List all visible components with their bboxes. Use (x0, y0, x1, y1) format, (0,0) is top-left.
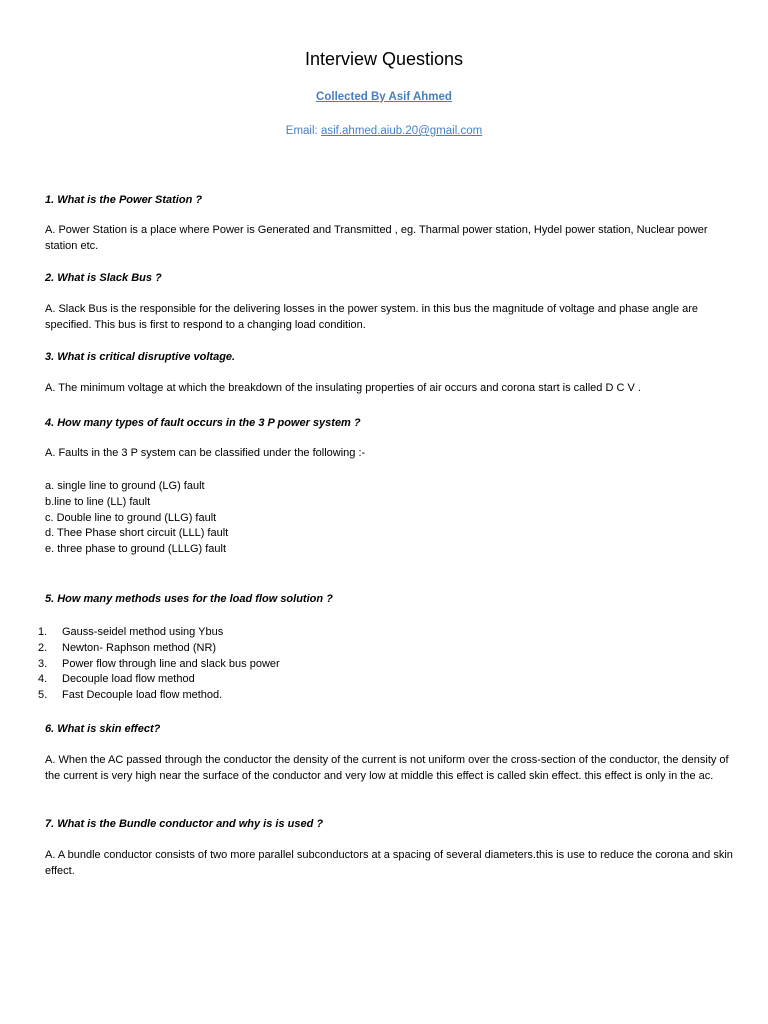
fault-item-e: e. three phase to ground (LLLG) fault (45, 543, 227, 555)
email-label: Email: (285, 125, 321, 137)
question-7: 7. What is the Bundle conductor and why is is used ? (45, 818, 324, 830)
method-number-1: 1. (38, 626, 48, 638)
method-item-3: Power flow through line and slack bus power (62, 658, 280, 670)
answer-6: A. When the AC passed through the conductor the density of the current is not uniform over the cross-section of the conductor, the density of the current is very high near the surface of the conductor and very low at middle this effect is called skin effect. this effect is only in the ac. (45, 754, 729, 782)
method-item-2: Newton- Raphson method (NR) (62, 642, 217, 654)
page-title: Interview Questions (304, 49, 464, 69)
email-line (0, 123, 768, 139)
answer-2: A. Slack Bus is the responsible for the delivering losses in the power system. in this bus the magnitude of voltage and phase angle are specified. This bus is first to respond to a changing load condition. (45, 303, 699, 331)
fault-item-d: d. Thee Phase short circuit (LLL) fault (45, 527, 229, 539)
question-2: 2. What is Slack Bus ? (45, 272, 162, 284)
email-link[interactable]: asif.ahmed.aiub.20@gmail.com (320, 125, 483, 137)
author-credit-text: Collected By Asif Ahmed (316, 91, 452, 103)
method-number-5: 5. (38, 689, 48, 701)
method-number-3: 3. (38, 658, 48, 670)
answer-4: A. Faults in the 3 P system can be classified under the following :- (45, 447, 366, 459)
question-5: 5. How many methods uses for the load flow solution ? (45, 593, 333, 605)
answer-1: A. Power Station is a place where Power is Generated and Transmitted , eg. Tharmal power station, Hydel power station, Nuclear power station etc. (45, 224, 708, 252)
question-4: 4. How many types of fault occurs in the 3 P power system ? (45, 417, 361, 429)
fault-item-b: b.line to line (LL) fault (45, 496, 151, 508)
method-item-4: Decouple load flow method (62, 673, 195, 685)
fault-item-c: c. Double line to ground (LLG) fault (45, 512, 217, 524)
question-3: 3. What is critical disruptive voltage. (45, 351, 236, 363)
method-number-2: 2. (38, 642, 48, 654)
answer-3: A. The minimum voltage at which the breakdown of the insulating properties of air occurs and corona start is called D C V . (45, 382, 641, 394)
question-1: 1. What is the Power Station ? (45, 194, 203, 206)
fault-item-a: a. single line to ground (LG) fault (45, 480, 205, 492)
method-item-1: Gauss-seidel method using Ybus (62, 626, 224, 638)
author-credit (0, 89, 768, 105)
answer-7: A. A bundle conductor consists of two more parallel subconductors at a spacing of several diameters.this is use to reduce the corona and skin effect. (45, 849, 733, 877)
question-6: 6. What is skin effect? (45, 723, 161, 735)
method-number-4: 4. (38, 673, 48, 685)
method-item-5: Fast Decouple load flow method. (62, 689, 223, 701)
